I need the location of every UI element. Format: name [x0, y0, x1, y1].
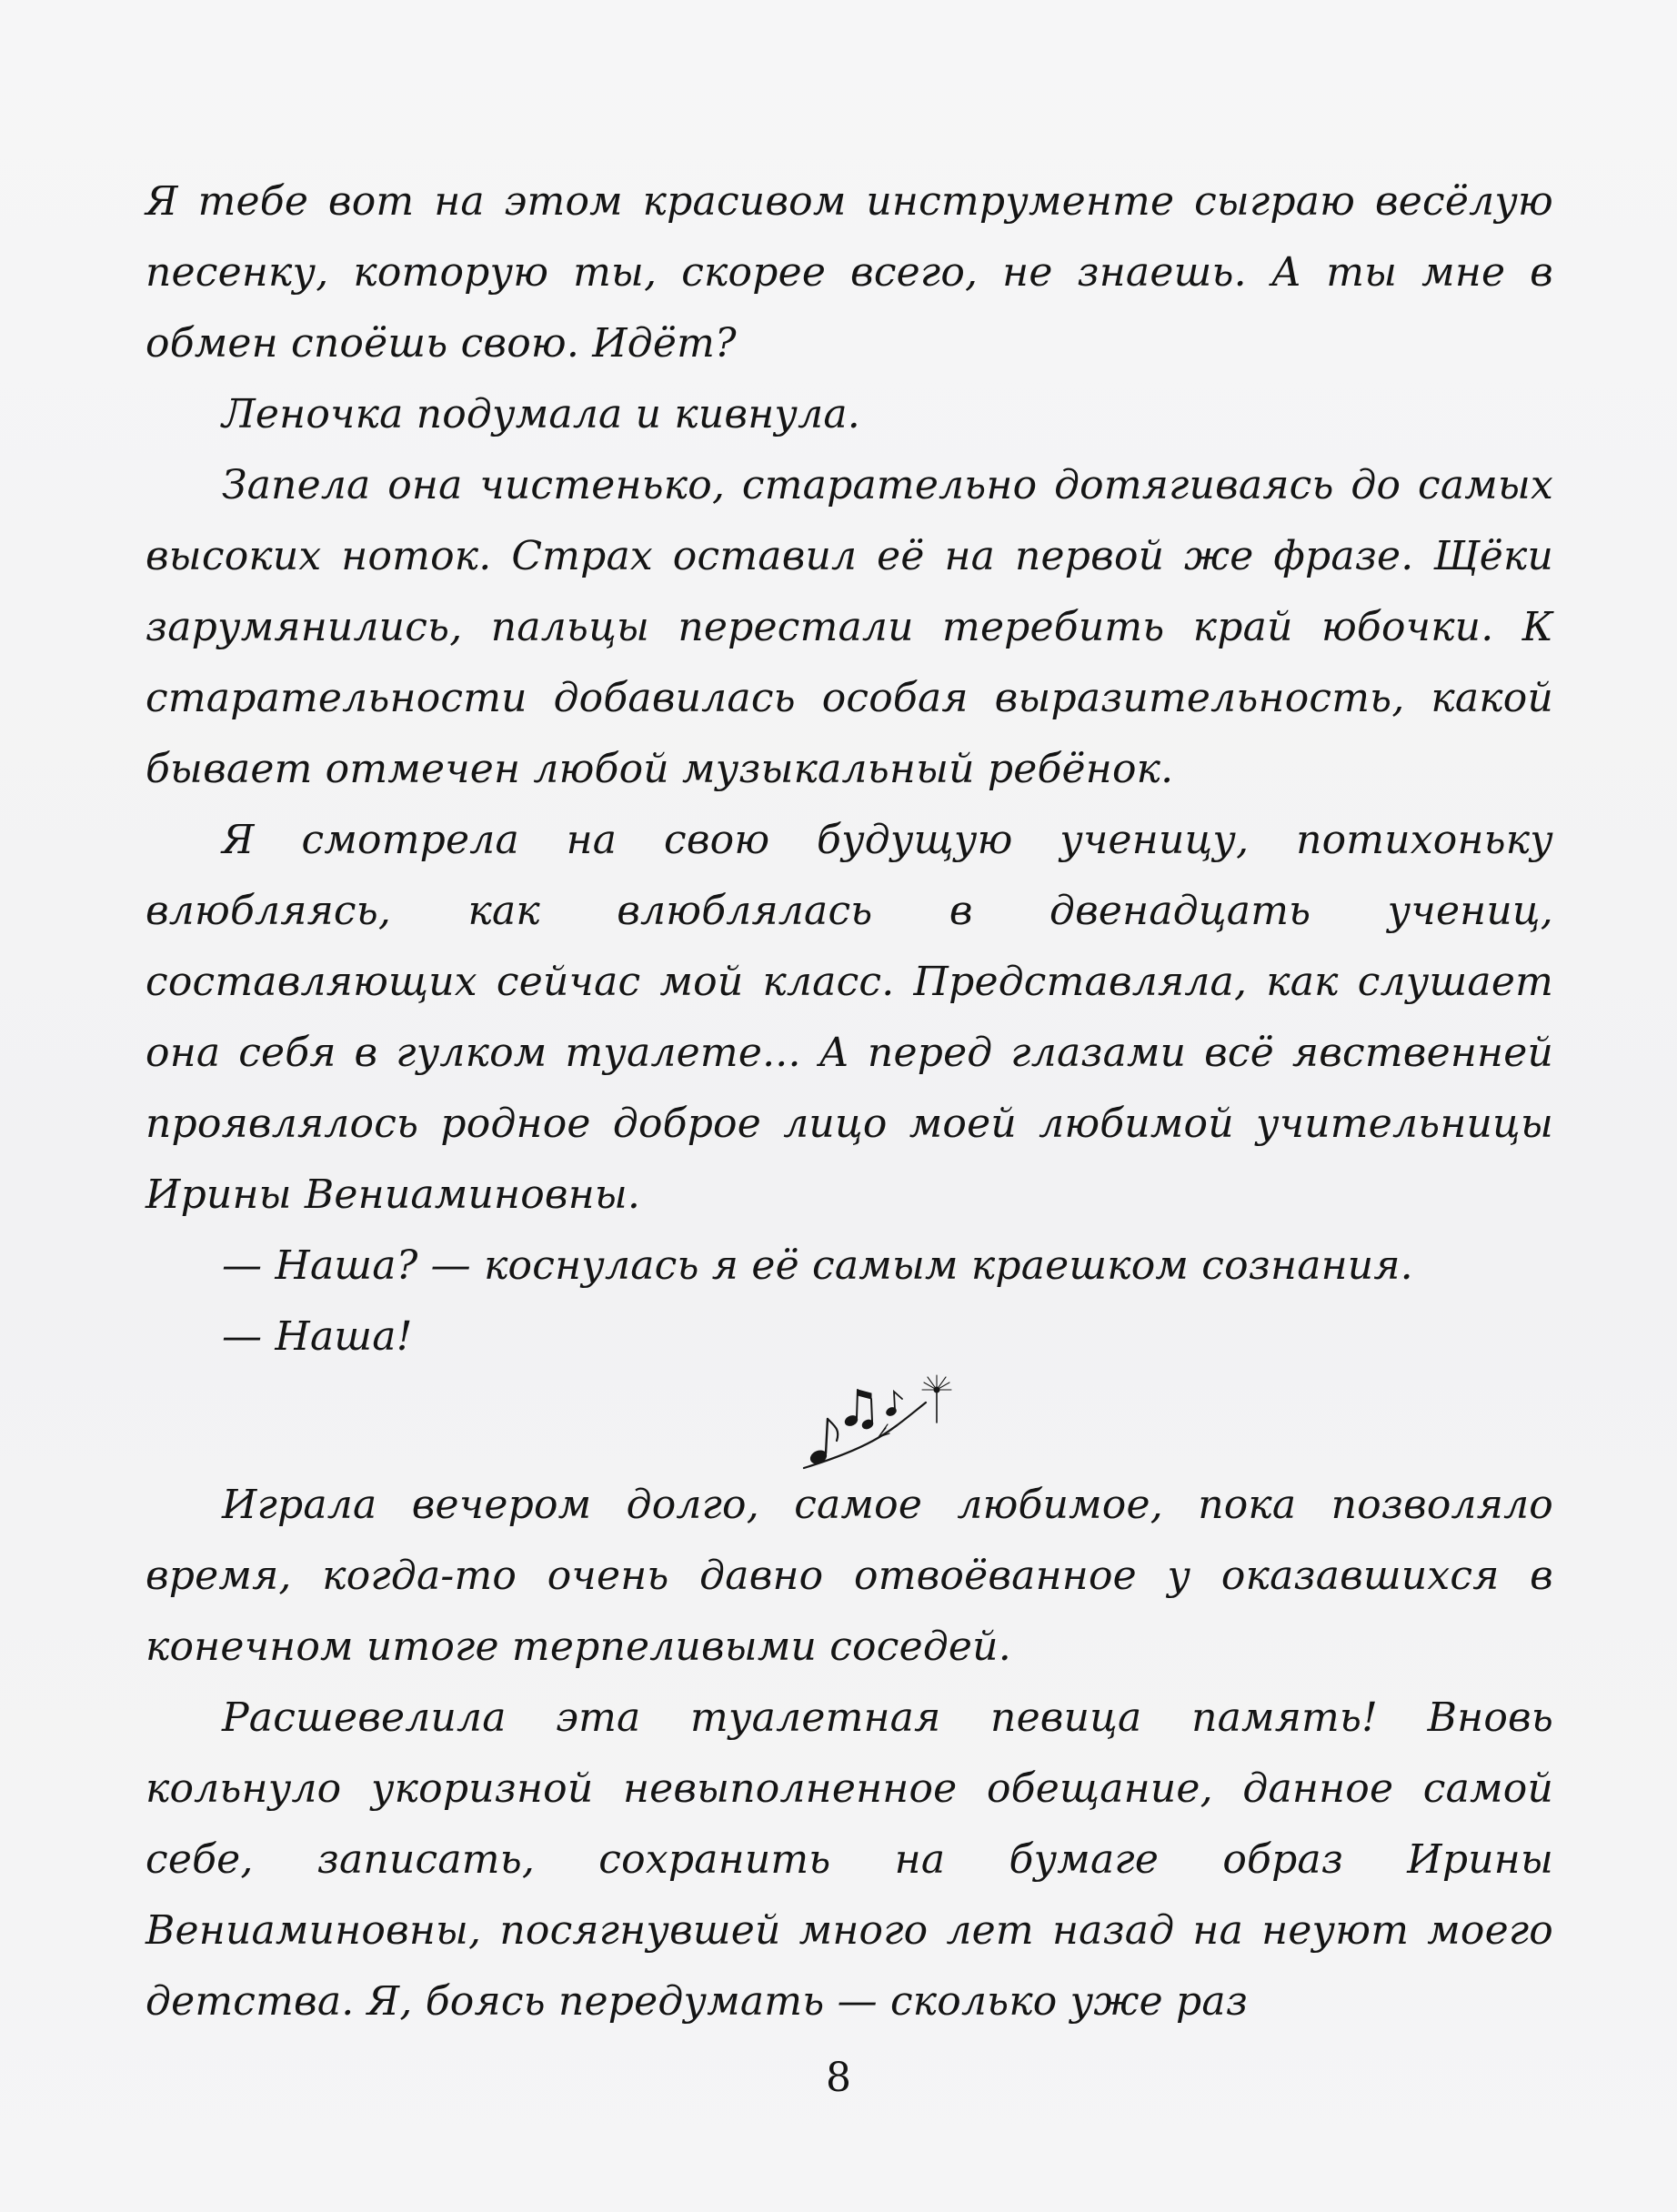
paragraph: Расшевелила эта туалетная певица память! Вновь кольнуло укоризной невыполненное обещание, данное самой себе, записать, сохранить на бумаге образ Ирины Вениаминовны, посягнувшей много лет назад на неуют моего детства. Я, боясь передумать — сколько уже раз	[146, 1694, 1553, 2025]
text-block-top	[146, 166, 1553, 1372]
text-block-bottom	[146, 1470, 1553, 2037]
paragraph: Играла вечером долго, самое любимое, пока позволяло время, когда-то очень давно отвоёванное у оказавшихся в конечном итоге терпеливыми соседей.	[146, 1482, 1553, 1670]
paragraph: — Наша!	[222, 1313, 413, 1360]
paragraph: Запела она чистенько, старательно дотягиваясь до самых высоких ноток. Страх оставил её на первой же фразе. Щёки зарумянились, пальцы перестали теребить край юбочки. К старательности добавилась особая выразительность, какой бывает отмечен любой музыкальный ребёнок.	[146, 462, 1553, 792]
paragraph: Я смотрела на свою будущую ученицу, потихоньку влюбляясь, как влюблялась в двенадцать учениц, составляющих сейчас мой класс. Представляла, как слушает она себя в гулком туалете... А перед глазами всё явственней проявлялось родное доброе лицо моей любимой учительницы Ирины Вениаминовны.	[146, 817, 1553, 1218]
page-number: 8	[826, 2055, 851, 2101]
music-notes-dandelion-icon	[800, 1372, 973, 1481]
paragraph: Леночка подумала и кивнула.	[222, 391, 860, 437]
paragraph: — Наша? — коснулась я её самым краешком сознания.	[222, 1242, 1413, 1289]
paragraph: Я тебе вот на этом красивом инструменте сыграю весёлую песенку, которую ты, скорее всего, не знаешь. А ты мне в обмен споёшь свою. Идёт?	[146, 178, 1553, 367]
